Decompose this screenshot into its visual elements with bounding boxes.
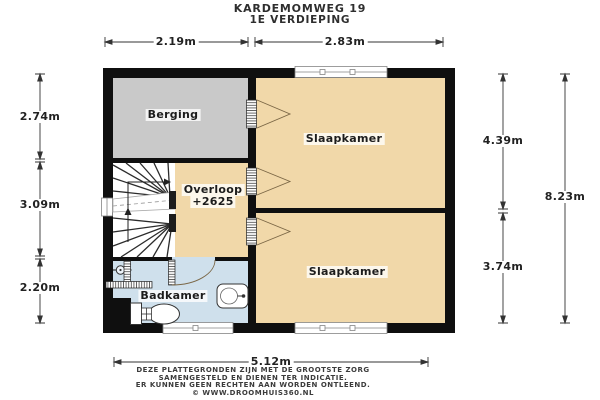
room-label-berging: Berging (147, 108, 199, 121)
room-label-badkamer: Badkamer (140, 289, 206, 302)
window-bottom-bedroom (295, 323, 387, 334)
disclaimer (136, 367, 371, 397)
disclaimer-line: ER KUNNEN GEEN RECHTEN AAN WORDEN ONTLEEND. (135, 381, 371, 389)
dim-label-left-2: 3.09m (19, 198, 61, 211)
page-subtitle: 1E VERDIEPING (249, 14, 351, 26)
sink-symbol (217, 284, 248, 308)
room-label-slaapkamer-bottom: Slaapkamer (308, 265, 386, 278)
disclaimer-line: SAMENGESTELD EN DIENEN TER INDICATIE. (158, 373, 348, 382)
room-label-overloop: Overloop (183, 183, 243, 196)
dim-label-left-1: 2.74m (19, 110, 61, 123)
window-bathroom (163, 323, 233, 334)
newel-post-top (169, 191, 176, 209)
dim-label-bottom: 5.12m (250, 355, 292, 368)
room-overloop (175, 163, 248, 257)
room-label-slaapkamer-top: Slaapkamer (305, 132, 383, 145)
toilet-symbol (131, 303, 180, 325)
disclaimer-line: © WWW.DROOMHUIS360.NL (191, 388, 315, 397)
dim-label-right-1: 4.39m (482, 134, 524, 147)
newel-post-bottom (169, 214, 176, 232)
dim-label-top-right: 2.83m (324, 35, 366, 48)
dim-right-inner (498, 74, 508, 323)
room-elevation-overloop: +2625 (192, 195, 234, 208)
disclaimer-line: DEZE PLATTEGRONDEN ZIJN MET DE GROOTSTE ZORG (136, 366, 370, 374)
dim-label-top-left: 2.19m (155, 35, 197, 48)
dim-label-left-3: 2.20m (19, 281, 61, 294)
window-stairs (102, 198, 113, 216)
shower-glass-front (106, 282, 152, 289)
wall-notch (103, 298, 131, 333)
dim-label-right-total: 8.23m (544, 190, 586, 203)
window-top-bedroom (295, 67, 387, 78)
shower-glass-side (124, 261, 131, 282)
dim-label-right-2: 3.74m (482, 260, 524, 273)
page-title: KARDEMOMWEG 19 (233, 2, 367, 15)
